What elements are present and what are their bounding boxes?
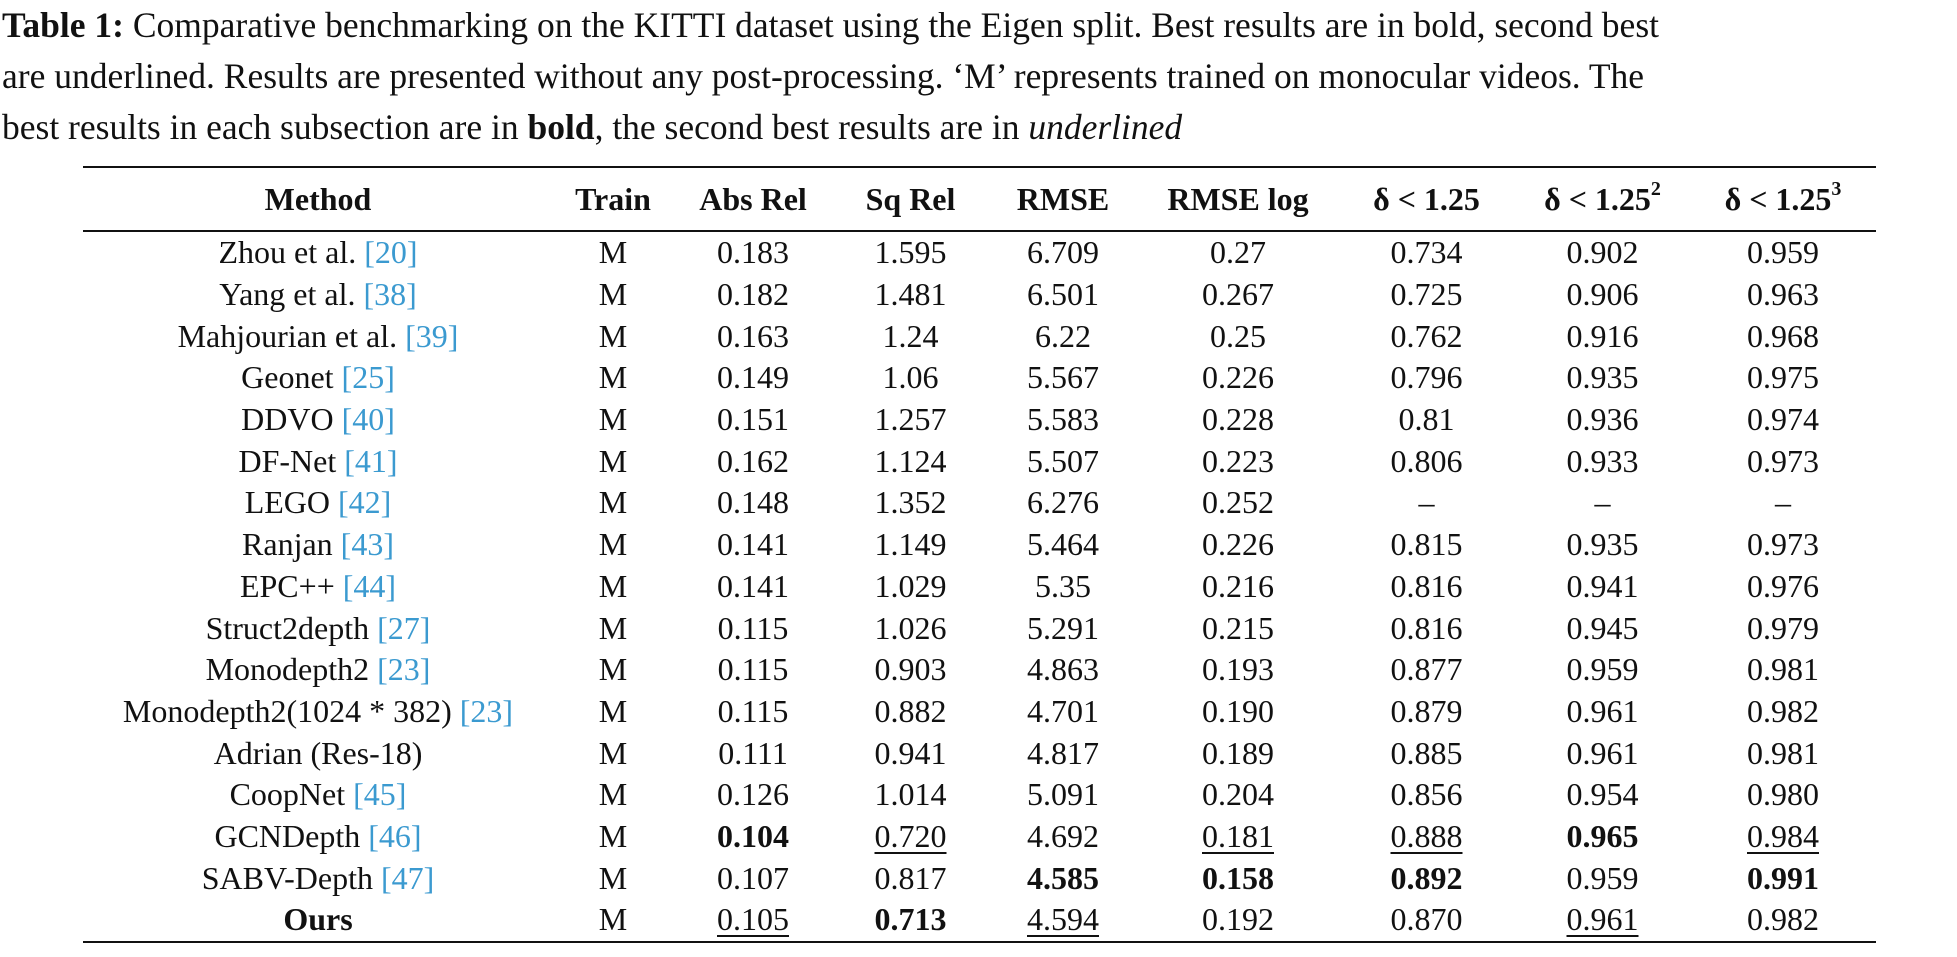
header-delta-2	[1515, 167, 1690, 231]
cell-train: M	[598, 734, 628, 771]
cell-d2: 0.954	[1566, 776, 1639, 813]
method-name: Monodepth2	[205, 651, 378, 688]
cell-rmse-log: 0.193	[1202, 651, 1274, 688]
cell-sq-rel: 1.257	[874, 401, 947, 438]
cell-abs-rel: 0.182	[717, 276, 789, 313]
header-method: Method	[83, 167, 553, 231]
cell-d2: 0.936	[1566, 401, 1639, 438]
cell-train: M	[553, 899, 673, 942]
cell-train: M	[598, 692, 628, 729]
cell-rmse-log: 0.27	[1210, 234, 1266, 271]
caption-italic-word: underlined	[1028, 107, 1183, 147]
cell-d3: 0.981	[1747, 734, 1819, 771]
method-cell	[83, 899, 553, 942]
cell-rmse-log: 0.226	[1202, 526, 1274, 563]
cell-abs-rel: 0.149	[717, 359, 789, 396]
method-cell	[83, 399, 553, 441]
caption-line-2: are underlined. Results are presented without any post-processing. ‘M’ represents trained on monocular videos. The	[2, 56, 1645, 96]
cell-d2: 0.945	[1566, 609, 1639, 646]
method-name: CoopNet	[229, 776, 354, 813]
table-row	[83, 274, 1876, 316]
header-rmse-log: RMSE log	[1138, 167, 1338, 231]
table-row	[83, 816, 1876, 858]
cell-d2: 0.935	[1566, 526, 1639, 563]
cell-rmse-log: 0.215	[1202, 609, 1274, 646]
citation-link[interactable]: [45]	[353, 776, 407, 813]
cell-d1: 0.796	[1390, 359, 1463, 396]
cell-rmse-log: 0.25	[1210, 317, 1266, 354]
cell-rmse-log: 0.158	[1202, 859, 1274, 896]
citation-link[interactable]: [27]	[377, 609, 431, 646]
table-row	[83, 774, 1876, 816]
method-name: Yang et al.	[219, 276, 364, 313]
cell-rmse: 5.091	[1027, 776, 1099, 813]
cell-d3: 0.979	[1747, 609, 1819, 646]
header-row	[83, 167, 1876, 231]
method-name: SABV-Depth	[201, 859, 381, 896]
cell-train: M	[598, 234, 628, 271]
cell-d3: 0.963	[1747, 276, 1819, 313]
cell-train: M	[598, 442, 628, 479]
cell-rmse: 4.701	[1027, 692, 1099, 729]
cell-sq-rel: 0.817	[874, 859, 947, 896]
cell-rmse-log: 0.252	[1202, 484, 1274, 521]
header-delta-1: δ < 1.25	[1338, 167, 1515, 231]
cell-d2: 0.916	[1566, 317, 1639, 354]
cell-d1: 0.762	[1390, 317, 1463, 354]
cell-abs-rel: 0.111	[718, 734, 788, 771]
cell-rmse: 4.585	[1027, 859, 1099, 896]
cell-sq-rel: 1.014	[874, 776, 947, 813]
cell-rmse: 4.863	[1027, 651, 1099, 688]
method-name: Ranjan	[242, 526, 341, 563]
method-cell	[83, 691, 553, 733]
cell-abs-rel: 0.115	[717, 651, 789, 688]
cell-abs-rel: 0.183	[717, 234, 789, 271]
cell-rmse: 5.507	[1027, 442, 1099, 479]
method-cell	[83, 566, 553, 608]
cell-abs-rel: 0.105	[673, 899, 833, 942]
cell-rmse: 5.464	[1027, 526, 1099, 563]
caption-text-3a: best results in each subsection are in	[2, 107, 519, 147]
method-cell	[83, 524, 553, 566]
cell-d1: 0.877	[1390, 651, 1463, 688]
citation-link[interactable]: [23]	[459, 692, 514, 729]
cell-d1: 0.806	[1390, 442, 1463, 479]
cell-d3: 0.991	[1747, 859, 1819, 896]
cell-rmse: 5.583	[1027, 401, 1099, 438]
cell-d2: 0.959	[1566, 651, 1639, 688]
cell-d1: 0.734	[1390, 234, 1463, 271]
cell-d1: 0.892	[1390, 859, 1463, 896]
cell-d2: 0.961	[1566, 692, 1639, 729]
cell-train: M	[598, 317, 628, 354]
cell-rmse: 6.22	[1035, 317, 1091, 354]
cell-d2: 0.941	[1566, 567, 1639, 604]
citation-link[interactable]: [23]	[377, 651, 431, 688]
cell-train: M	[598, 359, 628, 396]
cell-d2: 0.959	[1566, 859, 1639, 896]
cell-sq-rel: 0.882	[874, 692, 947, 729]
cell-sq-rel: 1.595	[874, 234, 947, 271]
method-name: Mahjourian et al.	[177, 317, 406, 354]
cell-d2: 0.965	[1566, 817, 1639, 854]
method-cell	[83, 857, 553, 899]
header-sq-rel: Sq Rel	[833, 167, 988, 231]
cell-train: M	[598, 776, 628, 813]
cell-d3: 0.973	[1747, 442, 1819, 479]
cell-d2: 0.906	[1566, 276, 1639, 313]
table-row	[83, 315, 1876, 357]
cell-d1: 0.888	[1390, 817, 1463, 854]
caption-text-3b: , the second best results are in	[594, 107, 1020, 147]
cell-train: M	[598, 859, 628, 896]
table-row	[83, 607, 1876, 649]
cell-rmse-log: 0.267	[1202, 276, 1274, 313]
citation-link[interactable]: [43]	[340, 526, 394, 563]
method-name: Adrian (Res-18)	[213, 734, 423, 771]
cell-rmse: 5.35	[1035, 567, 1091, 604]
method-cell	[83, 357, 553, 399]
cell-d3: 0.981	[1747, 651, 1819, 688]
method-name: Monodepth2(1024 * 382)	[122, 692, 460, 729]
method-cell	[83, 816, 553, 858]
cell-sq-rel: 1.149	[874, 526, 947, 563]
table-row	[83, 566, 1876, 608]
table-row	[83, 399, 1876, 441]
cell-rmse-log: 0.223	[1202, 442, 1274, 479]
cell-rmse: 6.276	[1027, 484, 1099, 521]
cell-sq-rel: 0.713	[833, 899, 988, 942]
cell-sq-rel: 1.481	[874, 276, 947, 313]
citation-link[interactable]: [41]	[344, 442, 398, 479]
cell-train: M	[598, 817, 628, 854]
results-table	[83, 166, 1876, 943]
cell-sq-rel: 1.026	[874, 609, 947, 646]
cell-sq-rel: 0.720	[874, 817, 947, 854]
header-delta-2-base: δ < 1.25	[1544, 180, 1651, 217]
cell-sq-rel: 0.903	[874, 651, 947, 688]
cell-abs-rel: 0.163	[717, 317, 789, 354]
cell-rmse-log: 0.228	[1202, 401, 1274, 438]
method-cell	[83, 482, 553, 524]
citation-link[interactable]: [47]	[380, 859, 435, 896]
table-caption	[2, 0, 1952, 153]
caption-label: Table 1:	[2, 5, 124, 45]
cell-sq-rel: 1.24	[882, 317, 939, 354]
cell-d3: 0.982	[1690, 899, 1876, 942]
method-cell	[83, 274, 553, 316]
cell-rmse-log: 0.189	[1202, 734, 1274, 771]
cell-sq-rel: 1.352	[874, 484, 947, 521]
cell-d1: 0.870	[1338, 899, 1515, 942]
method-name: DDVO	[241, 401, 342, 438]
cell-abs-rel: 0.141	[717, 567, 789, 604]
cell-d3: –	[1775, 484, 1791, 521]
cell-d1: 0.815	[1390, 526, 1463, 563]
cell-rmse: 5.291	[1027, 609, 1099, 646]
method-cell	[83, 315, 553, 357]
cell-train: M	[598, 401, 628, 438]
citation-link[interactable]: [39]	[405, 317, 459, 354]
cell-d2: 0.961	[1515, 899, 1690, 942]
cell-d1: 0.81	[1398, 401, 1455, 438]
table-body	[83, 231, 1876, 942]
citation-link[interactable]: [38]	[363, 276, 417, 313]
citation-link[interactable]: [42]	[338, 484, 392, 521]
header-delta-3-base: δ < 1.25	[1724, 180, 1832, 217]
cell-abs-rel: 0.141	[717, 526, 789, 563]
citation-link[interactable]: [20]	[364, 234, 418, 271]
cell-d3: 0.982	[1747, 692, 1819, 729]
table-row	[83, 231, 1876, 274]
cell-abs-rel: 0.126	[717, 776, 789, 813]
cell-d3: 0.974	[1747, 401, 1819, 438]
cell-train: M	[598, 567, 628, 604]
cell-d3: 0.976	[1747, 567, 1819, 604]
table-row	[83, 899, 1876, 942]
cell-abs-rel: 0.151	[717, 401, 789, 438]
cell-d2: 0.933	[1566, 442, 1639, 479]
cell-d3: 0.975	[1747, 359, 1819, 396]
caption-bold-word: bold	[527, 107, 595, 147]
header-rmse: RMSE	[988, 167, 1138, 231]
cell-d2: 0.961	[1566, 734, 1639, 771]
header-delta-3	[1690, 167, 1876, 231]
cell-d3: 0.984	[1747, 817, 1819, 854]
table-row	[83, 732, 1876, 774]
cell-rmse-log: 0.181	[1202, 817, 1274, 854]
cell-abs-rel: 0.162	[717, 442, 789, 479]
method-name: EPC++	[239, 567, 343, 604]
cell-abs-rel: 0.107	[717, 859, 789, 896]
table-row	[83, 440, 1876, 482]
cell-d2: 0.935	[1566, 359, 1639, 396]
method-cell	[83, 607, 553, 649]
cell-rmse: 6.501	[1027, 276, 1099, 313]
table-row	[83, 857, 1876, 899]
header-abs-rel: Abs Rel	[673, 167, 833, 231]
cell-rmse: 5.567	[1027, 359, 1099, 396]
cell-d1: 0.856	[1390, 776, 1463, 813]
cell-rmse: 4.692	[1027, 817, 1099, 854]
method-name: Geonet	[241, 359, 342, 396]
cell-d1: 0.885	[1390, 734, 1463, 771]
table-row	[83, 357, 1876, 399]
cell-abs-rel: 0.104	[717, 817, 789, 854]
cell-abs-rel: 0.115	[717, 609, 789, 646]
table-row	[83, 649, 1876, 691]
method-cell	[83, 231, 553, 274]
cell-d1: –	[1418, 484, 1435, 521]
method-name: Struct2depth	[205, 609, 378, 646]
cell-d1: 0.725	[1390, 276, 1463, 313]
cell-d1: 0.879	[1390, 692, 1463, 729]
cell-d2: –	[1594, 484, 1611, 521]
cell-d3: 0.959	[1747, 234, 1819, 271]
caption-line-1	[2, 0, 1952, 51]
cell-sq-rel: 1.029	[874, 567, 947, 604]
method-name: Zhou et al.	[218, 234, 365, 271]
cell-rmse: 4.594	[988, 899, 1138, 942]
method-name: Ours	[283, 901, 353, 938]
citation-link[interactable]: [46]	[368, 817, 422, 854]
cell-rmse-log: 0.192	[1138, 899, 1338, 942]
header-delta-3-exp: 3	[1831, 177, 1842, 200]
cell-rmse-log: 0.226	[1202, 359, 1274, 396]
cell-rmse: 6.709	[1027, 234, 1099, 271]
method-cell	[83, 649, 553, 691]
table-row	[83, 691, 1876, 733]
method-name: GCNDepth	[214, 817, 369, 854]
cell-rmse-log: 0.204	[1202, 776, 1274, 813]
cell-train: M	[598, 484, 628, 521]
caption-text-1: Comparative benchmarking on the KITTI dataset using the Eigen split. Best results are in bold, second best	[132, 5, 1659, 45]
citation-link[interactable]: [44]	[342, 567, 397, 604]
citation-link[interactable]: [25]	[341, 359, 395, 396]
method-cell	[83, 774, 553, 816]
header-delta-2-exp: 2	[1650, 177, 1661, 200]
table-row	[83, 524, 1876, 566]
cell-abs-rel: 0.115	[717, 692, 789, 729]
cell-d1: 0.816	[1390, 567, 1463, 604]
cell-train: M	[598, 526, 628, 563]
cell-sq-rel: 1.06	[882, 359, 939, 396]
cell-rmse-log: 0.190	[1202, 692, 1274, 729]
method-cell	[83, 732, 553, 774]
cell-abs-rel: 0.148	[717, 484, 789, 521]
table-row	[83, 482, 1876, 524]
cell-rmse: 4.817	[1027, 734, 1099, 771]
method-name: LEGO	[244, 484, 338, 521]
cell-d3: 0.968	[1747, 317, 1819, 354]
cell-rmse-log: 0.216	[1202, 567, 1274, 604]
caption-line-3	[2, 102, 1952, 153]
cell-d2: 0.902	[1566, 234, 1639, 271]
cell-d3: 0.973	[1747, 526, 1819, 563]
method-cell	[83, 440, 553, 482]
header-train: Train	[553, 167, 673, 231]
cell-train: M	[598, 609, 628, 646]
cell-train: M	[598, 276, 628, 313]
cell-sq-rel: 0.941	[874, 734, 947, 771]
citation-link[interactable]: [40]	[341, 401, 395, 438]
cell-d1: 0.816	[1390, 609, 1463, 646]
method-name: DF-Net	[238, 442, 345, 479]
cell-train: M	[598, 651, 628, 688]
cell-d3: 0.980	[1747, 776, 1819, 813]
cell-sq-rel: 1.124	[874, 442, 947, 479]
